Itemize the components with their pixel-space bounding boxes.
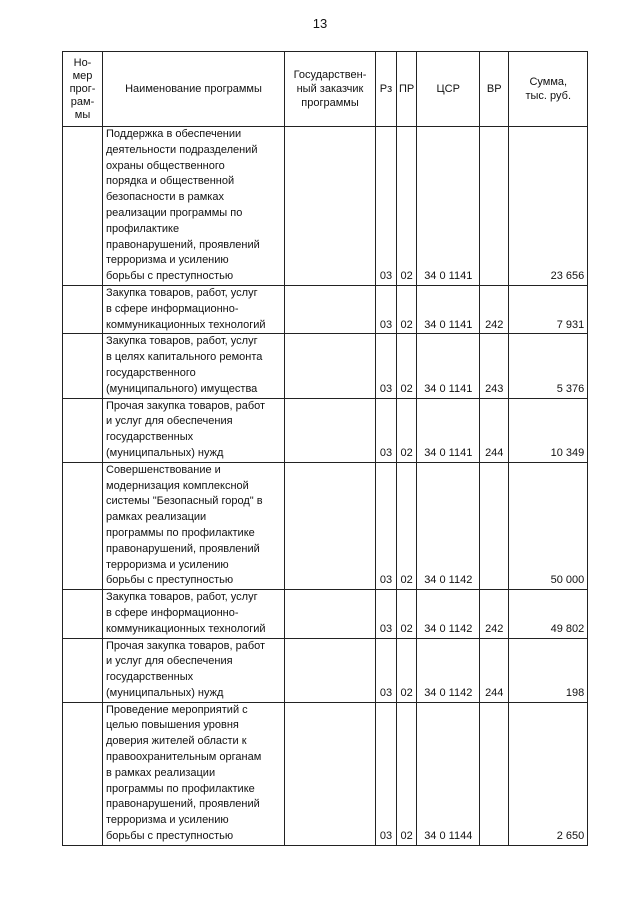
cell-customer xyxy=(285,702,376,845)
program-name-line: Поддержка в обеспечении xyxy=(106,128,242,140)
program-name-line: в целях капитального ремонта xyxy=(106,351,263,364)
cell-program-number xyxy=(63,638,103,702)
cell-rz: 03 xyxy=(376,127,397,286)
cell-program-number xyxy=(63,702,103,845)
program-name-line: коммуникационных технологий xyxy=(106,622,266,635)
cell-pr: 02 xyxy=(397,702,417,845)
cell-customer xyxy=(285,462,376,589)
cell-program-number xyxy=(63,462,103,589)
program-name-line: правоохранительным органам xyxy=(106,751,262,764)
program-name-line: (муниципальных) нужд xyxy=(106,686,224,699)
program-name-line: борьбы с преступностью xyxy=(106,270,234,283)
table-row xyxy=(63,398,588,462)
cell-program-name xyxy=(103,702,285,845)
cell-customer xyxy=(285,285,376,333)
cell-program-number xyxy=(63,127,103,286)
table-row xyxy=(63,285,588,333)
cell-sum: 5 376 xyxy=(509,334,588,398)
cell-program-number xyxy=(63,334,103,398)
cell-vr: 243 xyxy=(480,334,509,398)
cell-customer xyxy=(285,638,376,702)
cell-csr: 34 0 1141 xyxy=(417,334,480,398)
cell-rz: 03 xyxy=(376,462,397,589)
program-name-line: Прочая закупка товаров, работ xyxy=(106,399,266,412)
program-name-line: и услуг для обеспечения xyxy=(106,415,233,428)
program-name-line: терроризма и усилению xyxy=(106,558,229,571)
cell-sum: 50 000 xyxy=(509,462,588,589)
cell-vr: 244 xyxy=(480,398,509,462)
page-number: 13 xyxy=(312,16,328,31)
table-row xyxy=(63,462,588,589)
header-csr: ЦСР xyxy=(417,52,480,127)
cell-csr: 34 0 1141 xyxy=(417,285,480,333)
header-pr: ПР xyxy=(397,52,417,127)
program-name-line: правонарушений, проявлений xyxy=(106,238,260,251)
cell-rz: 03 xyxy=(376,285,397,333)
cell-program-number xyxy=(63,398,103,462)
cell-vr: 244 xyxy=(480,638,509,702)
header-vr: ВР xyxy=(480,52,509,127)
header-sum: Сумма, тыс. руб. xyxy=(509,52,588,127)
cell-sum: 49 802 xyxy=(509,590,588,638)
header-rz: Рз xyxy=(376,52,397,127)
cell-customer xyxy=(285,398,376,462)
table-row xyxy=(63,638,588,702)
cell-pr: 02 xyxy=(397,398,417,462)
program-name-line: в рамках реализации xyxy=(106,766,216,779)
table-row xyxy=(63,590,588,638)
cell-csr: 34 0 1142 xyxy=(417,638,480,702)
program-name-line: Прочая закупка товаров, работ xyxy=(106,639,266,652)
program-name-line: государственных xyxy=(106,671,194,684)
program-budget-table xyxy=(62,51,588,846)
program-name-line: Совершенствование и xyxy=(106,463,221,476)
cell-customer xyxy=(285,127,376,286)
cell-csr: 34 0 1141 xyxy=(417,398,480,462)
header-customer: Государствен- ный заказчик программы xyxy=(285,52,376,127)
cell-sum: 10 349 xyxy=(509,398,588,462)
cell-rz: 03 xyxy=(376,702,397,845)
cell-csr: 34 0 1142 xyxy=(417,462,480,589)
program-name-line: борьбы с преступностью xyxy=(106,574,234,587)
program-name-line: программы по профилактике xyxy=(106,782,255,795)
program-name-line: и услуг для обеспечения xyxy=(106,655,233,668)
cell-csr: 34 0 1144 xyxy=(417,702,480,845)
program-name-line: правонарушений, проявлений xyxy=(106,542,260,555)
cell-sum: 7 931 xyxy=(509,285,588,333)
cell-vr xyxy=(480,462,509,589)
table-header-row xyxy=(63,52,588,127)
cell-pr: 02 xyxy=(397,334,417,398)
program-name-line: Проведение мероприятий с xyxy=(106,703,248,716)
program-name-line: порядка и общественной xyxy=(106,175,235,188)
program-name-line: профилактике xyxy=(106,222,180,235)
cell-pr: 02 xyxy=(397,285,417,333)
cell-csr: 34 0 1141 xyxy=(417,127,480,286)
program-name-line: системы "Безопасный город" в xyxy=(106,495,263,508)
cell-program-name xyxy=(103,590,285,638)
cell-rz: 03 xyxy=(376,398,397,462)
cell-vr: 242 xyxy=(480,285,509,333)
cell-pr: 02 xyxy=(397,127,417,286)
cell-vr: 242 xyxy=(480,590,509,638)
cell-program-number xyxy=(63,285,103,333)
program-name-line: терроризма и усилению xyxy=(106,254,229,267)
program-name-line: терроризма и усилению xyxy=(106,814,229,827)
program-name-line: безопасности в рамках xyxy=(106,191,224,204)
cell-vr xyxy=(480,702,509,845)
program-name-line: программы по профилактике xyxy=(106,526,255,539)
program-name-line: государственного xyxy=(106,366,196,379)
program-name-line: модернизация комплексной xyxy=(106,479,249,492)
cell-csr: 34 0 1142 xyxy=(417,590,480,638)
header-program-number: Но- мер прог- рам- мы xyxy=(63,52,103,127)
cell-rz: 03 xyxy=(376,590,397,638)
program-name-line: борьбы с преступностью xyxy=(106,830,234,843)
cell-sum: 198 xyxy=(509,638,588,702)
cell-customer xyxy=(285,334,376,398)
cell-customer xyxy=(285,590,376,638)
program-name-line: рамках реализации xyxy=(106,511,207,524)
program-name-line: коммуникационных технологий xyxy=(106,318,266,331)
cell-vr xyxy=(480,127,509,286)
program-name-line: Закупка товаров, работ, услуг xyxy=(106,286,258,299)
cell-pr: 02 xyxy=(397,462,417,589)
cell-program-name xyxy=(103,127,285,286)
program-name-line: государственных xyxy=(106,431,194,444)
cell-program-name xyxy=(103,638,285,702)
cell-sum: 23 656 xyxy=(509,127,588,286)
cell-program-name xyxy=(103,462,285,589)
cell-sum: 2 650 xyxy=(509,702,588,845)
program-name-line: в сфере информационно- xyxy=(106,302,239,315)
cell-program-number xyxy=(63,590,103,638)
cell-program-name xyxy=(103,398,285,462)
header-program-name: Наименование программы xyxy=(103,52,285,127)
program-name-line: реализации программы по xyxy=(106,206,243,219)
cell-program-name xyxy=(103,334,285,398)
table-row xyxy=(63,702,588,845)
table-row xyxy=(63,127,588,286)
cell-program-name xyxy=(103,285,285,333)
program-name-line: доверия жителей области к xyxy=(106,735,247,748)
program-name-line: целью повышения уровня xyxy=(106,719,239,732)
cell-pr: 02 xyxy=(397,590,417,638)
program-name-line: Закупка товаров, работ, услуг xyxy=(106,335,258,348)
cell-rz: 03 xyxy=(376,334,397,398)
cell-pr: 02 xyxy=(397,638,417,702)
program-name-line: (муниципальных) нужд xyxy=(106,446,224,459)
table-row xyxy=(63,334,588,398)
program-name-line: деятельности подразделений xyxy=(106,143,258,156)
cell-rz: 03 xyxy=(376,638,397,702)
program-name-line: Закупка товаров, работ, услуг xyxy=(106,591,258,604)
program-name-line: охраны общественного xyxy=(106,159,225,172)
program-name-line: в сфере информационно- xyxy=(106,606,239,619)
program-name-line: (муниципального) имущества xyxy=(106,382,258,395)
program-name-line: правонарушений, проявлений xyxy=(106,798,260,811)
